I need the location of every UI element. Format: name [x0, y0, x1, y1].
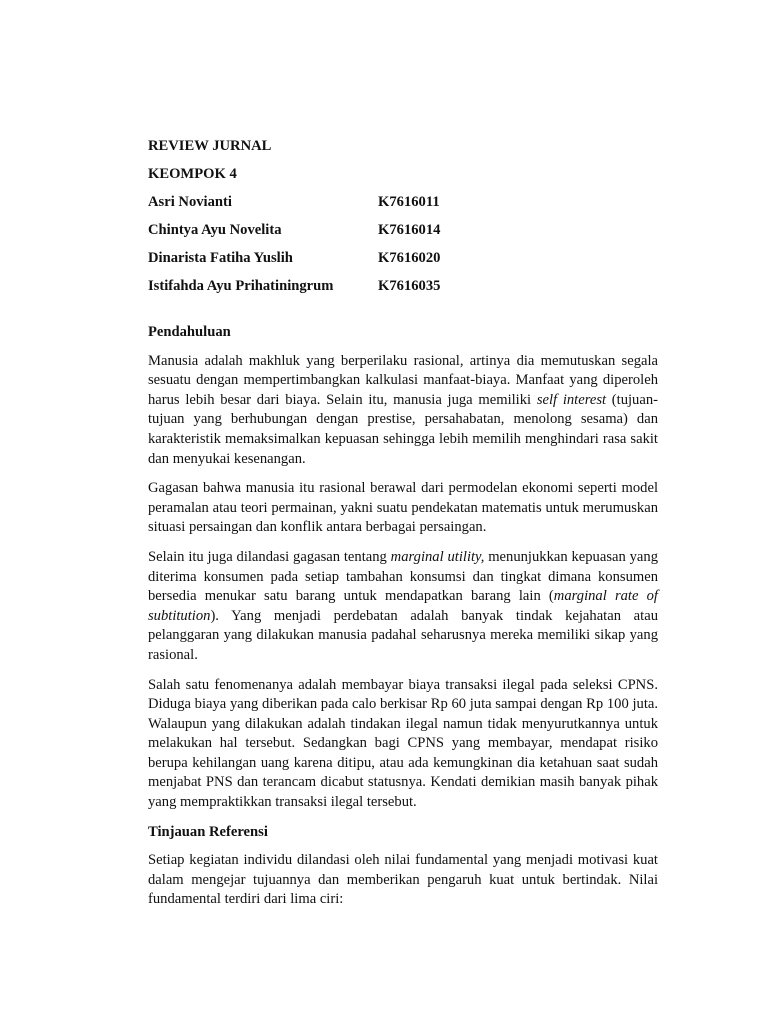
- member-name: Dinarista Fatiha Yuslih: [148, 250, 293, 266]
- paragraph-text: Manusia adalah makhluk yang berperilaku rasional, artinya dia memutuskan segala sesuatu dengan mempertimbangkan kalkulasi manfaat-biaya. Manfaat yang diperoleh harus lebih besar dari biaya. Selain itu, manusia juga memiliki: [148, 352, 658, 408]
- document-title: REVIEW JURNAL: [148, 138, 272, 154]
- member-nim: K7616014: [378, 222, 441, 238]
- paragraph-text: (tujuan-tujuan yang berhubungan dengan prestise, persahabatan, menolong sesama) dan karakteristik memaksimalkan kepuasan sehingga lebih memilih menghindari rasa sakit dan menyukai kesenangan.: [148, 391, 658, 467]
- section-heading-tinjauan: Tinjauan Referensi: [148, 823, 268, 840]
- paragraph-text: ). Yang menjadi perdebatan adalah banyak tindak kejahatan atau pelanggaran yang dilakukan manusia padahal seharusnya mereka memiliki sikap yang rasional.: [148, 607, 658, 663]
- group-label: KEOMPOK 4: [148, 166, 237, 182]
- member-row: [148, 193, 658, 212]
- paragraph: [148, 548, 658, 666]
- paragraph-text: menunjukkan kepuasan yang diterima konsumen pada setiap tambahan konsumsi dan tingkat dimana konsumen bersedia menukar satu barang untuk mendapatkan barang lain (: [148, 548, 658, 605]
- paragraph: [148, 352, 658, 470]
- member-nim: K7616035: [378, 278, 441, 294]
- member-row: [148, 221, 658, 240]
- italic-term: marginal rate of subtitution: [148, 588, 658, 624]
- member-name: Istifahda Ayu Prihatiningrum: [148, 278, 334, 294]
- member-row: [148, 277, 658, 296]
- member-name: Chintya Ayu Novelita: [148, 222, 282, 238]
- member-nim: K7616011: [378, 194, 440, 210]
- document-page: [148, 137, 658, 920]
- member-nim: K7616020: [378, 250, 441, 266]
- italic-term: marginal utility,: [390, 548, 485, 565]
- paragraph: Gagasan bahwa manusia itu rasional berawal dari permodelan ekonomi seperti model peramalan atau teori permainan, yakni suatu pendekatan matematis untuk merumuskan situasi persaingan dan konflik antara berbagai persaingan.: [148, 480, 658, 536]
- member-name: Asri Novianti: [148, 194, 232, 210]
- section-heading-pendahuluan: Pendahuluan: [148, 324, 231, 340]
- paragraph: Setiap kegiatan individu dilandasi oleh nilai fundamental yang menjadi motivasi kuat dalam mengejar tujuannya dan memberikan pengaruh kuat untuk bertindak. Nilai fundamental terdiri dari lima ciri:: [148, 852, 658, 908]
- member-row: [148, 249, 658, 268]
- paragraph-text: Selain itu juga dilandasi gagasan tentang: [148, 548, 391, 565]
- italic-term: self interest: [536, 391, 607, 408]
- paragraph: Salah satu fenomenanya adalah membayar biaya transaksi ilegal pada seleksi CPNS. Diduga biaya yang diberikan pada calo berkisar Rp 60 juta sampai dengan Rp 100 juta. Walaupun yang dilakukan adalah tindakan ilegal namun tidak menyurutkannya untuk melakukan hal tersebut. Sedangkan bagi CPNS yang membayar, mendapat risiko berupa kehilangan uang karena ditipu, atau ada kemungkinan dia ketahuan saat sudah menjabat PNS dan terancam dicabut statusnya. Kendati demikian masih banyak pihak yang mempraktikkan transaksi ilegal tersebut.: [148, 676, 658, 811]
